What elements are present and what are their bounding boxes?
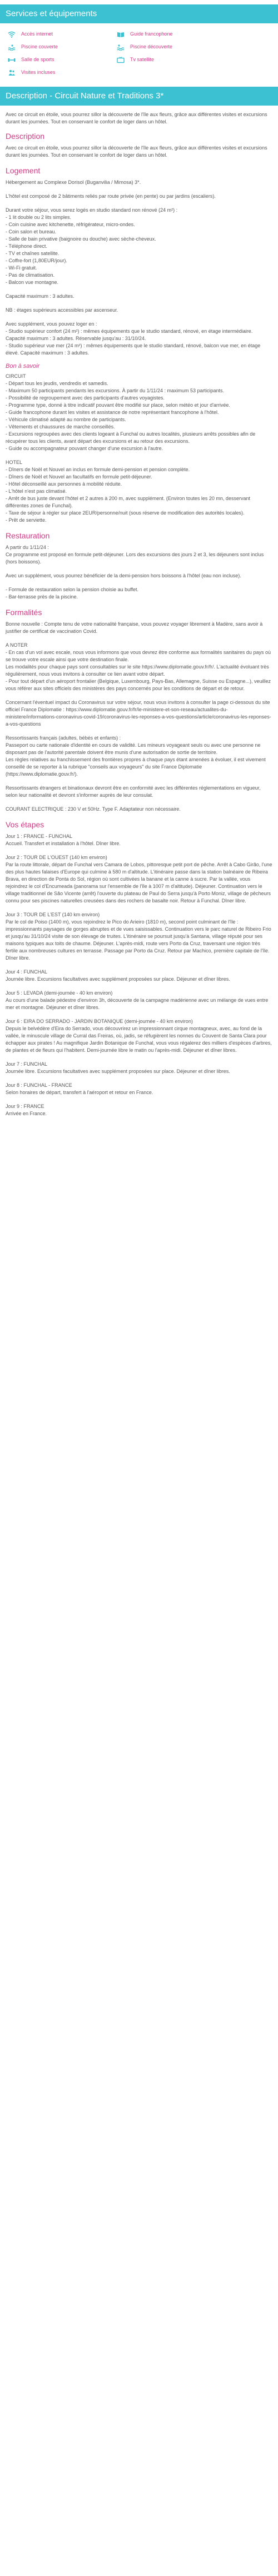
service-item-indoor-pool: [8, 41, 117, 53]
text-line: - TV et chaînes satellite.: [6, 251, 59, 256]
text-line: Jour 1 : FRANCE - FUNCHAL: [6, 833, 73, 839]
pool-icon: [117, 43, 125, 51]
line-gap: [6, 452, 272, 459]
service-item-guide: [117, 28, 226, 41]
text-line: - Coffre-fort (1,80EUR/jour).: [6, 258, 67, 263]
text-line: Accueil. Transfert et installation à l'hôtel. Dîner libre.: [6, 841, 121, 846]
wifi-icon: [8, 31, 16, 38]
service-label: Guide francophone: [130, 31, 173, 37]
text-line: - Taxe de séjour à régler sur place 2EUR/personne/nuit (sous réserve de modification des autorités locales).: [6, 510, 245, 516]
line-gap: [6, 566, 272, 572]
services-list: [0, 23, 278, 79]
line-gap: [6, 728, 272, 735]
service-item-gym: [8, 53, 117, 66]
service-label: Accès internet: [21, 31, 53, 37]
circuit-details: [0, 106, 278, 1129]
text-line: Journée libre. Excursions facultatives avec supplément proposées sur place. Déjeuner et dîner libres.: [6, 1069, 230, 1074]
text-line: - Guide ou accompagnateur pouvant changer d'une excursion à l'autre.: [6, 446, 163, 451]
text-line: - Dîners de Noël et Nouvel an facultatifs en formule petit-déjeuner.: [6, 474, 152, 480]
text-line: Ressortissants français (adultes, bébés et enfants) :: [6, 735, 121, 741]
text-line: - Balcon vue montagne.: [6, 279, 59, 285]
text-line: - Salle de bain privative (baignoire ou douche) avec sèche-cheveux.: [6, 236, 156, 242]
formalites-body: [6, 621, 272, 813]
text-line: - Téléphone direct.: [6, 243, 47, 249]
restauration-body: [6, 544, 272, 601]
text-line: Selon horaires de départ, transfert à l'aéroport et retour en France.: [6, 1090, 153, 1095]
text-line: - Coin salon et bureau.: [6, 229, 57, 234]
service-item-internet: [8, 28, 117, 41]
text-line: CIRCUIT: [6, 373, 26, 379]
services-banner: Services et équipements: [0, 4, 278, 23]
line-gap: [6, 300, 272, 307]
description-text: Avec ce circuit en étoile, vous pourrez sillor la découverte de l'île aux fleurs, grâce aux différentes visites et excursions durant les journées. Tout en conservant le confort de loger dans un hôtel.: [6, 145, 267, 158]
vos-etapes-body: [6, 833, 272, 1117]
gym-icon: [8, 56, 16, 64]
text-line: L'hôtel est composé de 2 bâtiments reliés par route privée (en pente) ou par jardins (escaliers).: [6, 193, 216, 199]
text-line: A NOTER: [6, 642, 28, 648]
text-line: - Dîners de Noël et Nouvel an inclus en formule demi-pension et pension complète.: [6, 467, 190, 472]
text-line: - Arrêt de bus juste devant l'hôtel et 2 autres à 200 m, avec supplément. (Environ toutes les 20 mn, desservant différentes zones de Funchal).: [6, 496, 250, 508]
service-label: Piscine couverte: [21, 44, 58, 49]
line-gap: [6, 1011, 272, 1018]
text-line: - Pas de climatisation.: [6, 272, 55, 278]
text-line: Depuis le belvédère d'Eira do Serrado, vous découvrirez un impressionnant cirque montagneux, avec, au fond de la vallée, le minuscule village de Curral das Freiras, où, jadis, se réfugièrent les nonnes du Couvent de Santa Clara pour échapper aux pirates ! Au magnifique Jardin Botanique de Funchal, vous vous régalerez des milliers d'espèces d'arbres, de plantes et de fleurs qui l'habitent. Demi-journée libre le matin ou l'après-midi. Déjeuner et dîner libres.: [6, 1026, 272, 1053]
line-gap: [6, 692, 272, 699]
text-line: HOTEL: [6, 460, 23, 465]
text-line: Avec supplément, vous pouvez loger en :: [6, 321, 97, 327]
text-line: COURANT ELECTRIQUE : 230 V et 50Hz. Type F. Adaptateur non nécessaire.: [6, 806, 181, 812]
guide-book-icon: [117, 31, 125, 38]
intro-text: Avec ce circuit en étoile, vous pourrez sillor la découverte de l'île aux fleurs, grâce aux différentes visites et excursions durant les journées. Tout en conservant le confort de loger dans un hôtel.: [6, 112, 267, 124]
text-line: Journée libre. Excursions facultatives avec supplément proposées sur place. Déjeuner et dîner libres.: [6, 976, 230, 982]
text-line: Jour 2 : TOUR DE L'OUEST (140 km environ): [6, 855, 107, 860]
tv-icon: [117, 56, 125, 64]
line-gap: [6, 778, 272, 785]
text-line: Jour 8 : FUNCHAL - FRANCE: [6, 1082, 72, 1088]
text-line: Hébergement au Complexe Dorisol (Buganvilia / Mimosa) 3*.: [6, 179, 141, 185]
service-label: Visites incluses: [21, 69, 56, 75]
section-title-vos-etapes: Vos étapes: [6, 820, 44, 829]
text-line: Ressortissants étrangers et binationaux devront être en conformité avec les différentes réglementations en vigueur, selon leur nationalité et devront s'informer auprès de leur consulat.: [6, 785, 261, 798]
line-gap: [6, 635, 272, 642]
text-line: - Véhicule climatisé adapté au nombre de participants.: [6, 417, 126, 422]
line-gap: [6, 983, 272, 990]
text-line: Ce programme est proposé en formule petit-déjeuner. Lors des excursions des jours 2 et 3, les déjeuners sont inclus (hors boissons).: [6, 552, 264, 565]
line-gap: [6, 1054, 272, 1061]
text-line: - L'hôtel n'est pas climatisé.: [6, 488, 67, 494]
text-line: Jour 6 : EIRA DO SERRADO - JARDIN BOTANIQUE (demi-journée - 40 km environ): [6, 1019, 193, 1024]
service-label: Piscine découverte: [130, 44, 173, 49]
text-line: - Programme type, donné à titre indicatif pouvant être modifié sur place, selon météo et jour d'arrivée.: [6, 402, 230, 408]
text-line: Jour 9 : FRANCE: [6, 1104, 44, 1109]
text-line: - Coin cuisine avec kitchenette, réfrigérateur, micro-ondes.: [6, 222, 135, 227]
logement-body: [6, 179, 272, 357]
text-line: Par la route littorale, départ de Funchal vers Camara de Lobos, pittoresque petit port de pêche. Arrêt à Cabo Girão, l'une des plus hautes falaises d'Europe qui culmine à 580 m d'altitude. L'itinéraire passe dans la station balnéaire de Ribeira Brava, en direction de Ponta do Sol, région où sont cultivées la banane et la canne à sucre. Par la vallée, vous rejoindrez le col d'Encumeada (panorama sur l'ensemble de l'île à 1007 m d'altitude). Déjeuner. Continuation vers le village traditionnel de São Vicente (arrêt) l'ouverte du plateau de Paul do Serra jusqu'à Porto Moniz, village de pêcheurs connu pour ses piscines naturelles creusées dans des rochers de basalte noir. Retour à Funchal. Dîner libre.: [6, 862, 272, 903]
description-banner: Description - Circuit Nature et Traditions 3*: [0, 87, 278, 106]
text-line: - Studio supérieur vue mer (24 m²) : mêmes équipements que le studio standard, rénové, balcon vue mer, en étage élevé. Capacité maximum : 3 adultes.: [6, 343, 261, 356]
text-line: - Maximum 50 participants pendants les excursions. À partir du 1/11/24 : maximum 53 participants.: [6, 388, 225, 393]
tour-icon: [8, 69, 16, 77]
line-gap: [6, 580, 272, 586]
section-title-restauration: Restauration: [6, 531, 50, 540]
line-gap: [6, 1075, 272, 1082]
text-line: - Guide francophone durant les visites et assistance de notre représentant francophone à l'hôtel.: [6, 410, 219, 415]
text-line: NB : étages supérieurs accessibles par ascenseur.: [6, 307, 118, 313]
text-line: Les règles relatives au franchissement des frontières propres à chaque pays étant amenées à évoluer, il est vivement conseillé de se reporter à la rubrique "conseils aux voyageurs" du site France Diplomatie (https://www.diplomatie.gouv.fr/).: [6, 757, 266, 777]
text-line: Par le col de Poiso (1400 m), vous rejoindrez le Pico do Arieiro (1810 m), second point culminant de l'île : impressionnants paysages de gorges abruptes et de vues saisissables. Continuation vers le parc naturel de Ribeiro Frio et jusqu'au 31/10/24 visite de son élevage de truites. L'itinéraire se poursuit jusqu'à Santana, village réputé pour ses maisons typiques aux toits de chaume. Déjeuner. L'après-midi, route vers Porto da Cruz, traversant une région très fertile aux nombreuses cultures en terrasse. Passage par Porto da Cruz. Retour par Machico, première capitale de l'île. Dîner libre.: [6, 919, 271, 961]
line-gap: [6, 799, 272, 806]
section-title-bon-a-savoir: Bon à savoir: [6, 363, 40, 370]
service-item-tours: [8, 66, 117, 79]
text-line: - Pour tout départ d'un aéroport frontalier (Belgique, Luxembourg, Pays-Bas, Allemagne, Suisse ou Espagne...), veuillez vous référer aux sites officiels des ministères des pays concernés pour les conditions de départ et de retour.: [6, 678, 271, 691]
line-gap: [6, 200, 272, 207]
text-line: Durant votre séjour, vous serez logés en studio standard non rénové (24 m²) :: [6, 207, 178, 213]
text-line: Les modalités pour chaque pays sont consultables sur le site https://www.diplomatie.gouv.fr/fr/. L'actualité évoluant très régulièrement, nous vous invitons à consulter ce lien avant votre départ.: [6, 664, 269, 677]
text-line: Au cours d'une balade pédestre d'environ 3h, découverte de la campagne madérienne avec un mélange de vues entre mer et montagne. Déjeuner et dîner libres.: [6, 997, 269, 1010]
section-title-description: Description: [6, 132, 45, 141]
text-line: Capacité maximum : 3 adultes.: [6, 293, 75, 299]
service-label: Tv satellite: [130, 57, 155, 62]
text-line: Concernant l'éventuel impact du Coronavirus sur votre séjour, nous vous invitons à consulter la page ci-dessous du site officiel France Diplomatie : https://www.diplomatie.gouv.fr/fr/le-ministere-et-son-reseau/actualites-du-ministere/informations-coronavirus-covid-19/coronavirus-les-reponses-a-vos-questions/article/coronavirus-les-reponses-a-vos-questions: [6, 700, 271, 727]
text-line: - Bar-terrasse près de la piscine.: [6, 594, 78, 600]
text-line: Jour 4 : FUNCHAL: [6, 969, 48, 975]
line-gap: [6, 962, 272, 969]
text-line: - Excursions regroupées avec des clients logeant à Funchal ou autres localités, plusieurs arrêts possibles afin de récupérer tous les clients, avant départ des excursions et au retour des excursions.: [6, 431, 256, 444]
service-item-tv: [117, 53, 226, 66]
text-line: Jour 7 : FUNCHAL: [6, 1061, 48, 1067]
text-line: - Wi-Fi gratuit.: [6, 265, 37, 271]
line-gap: [6, 314, 272, 321]
text-line: - Formule de restauration selon la pension choisie au buffet.: [6, 587, 138, 592]
text-line: Bonne nouvelle : Compte tenu de votre nationalité française, vous pouvez voyager librement à Madère, sans avoir à justifier de certificat de vaccination Covid.: [6, 621, 263, 634]
text-line: Arrivée en France.: [6, 1111, 47, 1116]
text-line: - En cas d'un vol avec escale, nous vous informons que vous devrez être conforme aux formalités sanitaires du pays où se trouve votre escale ainsi que votre destination finale.: [6, 650, 271, 662]
pool-icon: [8, 43, 16, 51]
text-line: Jour 5 : LEVADA (demi-journée - 40 km environ): [6, 990, 113, 996]
service-label: Salle de sports: [21, 57, 54, 62]
line-gap: [6, 1096, 272, 1103]
text-line: A partir du 1/11/24 :: [6, 545, 49, 550]
text-line: - Studio supérieur confort (24 m²) : mêmes équipements que le studio standard, rénové, en étage intermédiaire. Capacité maximum : 3 adultes. Réservable jusqu'au : 31/10/24.: [6, 328, 253, 341]
line-gap: [6, 847, 272, 854]
bon-a-savoir-body: [6, 373, 272, 524]
service-item-outdoor-pool: [117, 41, 226, 53]
text-line: Passeport ou carte nationale d'identité en cours de validité. Les mineurs voyageant seuls ou avec une personne ne disposant pas de l'autorité parentale doivent être munis d'une autorisation de sortie de territoire.: [6, 742, 261, 755]
text-line: Jour 3 : TOUR DE L'EST (140 km environ): [6, 912, 100, 917]
section-title-formalites: Formalités: [6, 608, 42, 617]
section-title-logement: Logement: [6, 166, 41, 175]
text-line: - Hôtel déconseillé aux personnes à mobilité réduite.: [6, 481, 122, 487]
text-line: - Prêt de serviette.: [6, 517, 47, 523]
text-line: Avec un supplément, vous pourrez bénéficier de la demi-pension hors boissons à l'hôtel (eau non incluse).: [6, 573, 241, 578]
line-gap: [6, 905, 272, 911]
text-line: - Possibilité de regroupement avec des participants d'autres voyagistes.: [6, 395, 165, 401]
line-gap: [6, 186, 272, 193]
text-line: - 1 lit double ou 2 lits simples.: [6, 214, 72, 220]
line-gap: [6, 286, 272, 293]
text-line: - Vêtements et chaussures de marche conseillés.: [6, 424, 115, 430]
text-line: - Départ tous les jeudis, vendredis et samedis.: [6, 381, 108, 386]
